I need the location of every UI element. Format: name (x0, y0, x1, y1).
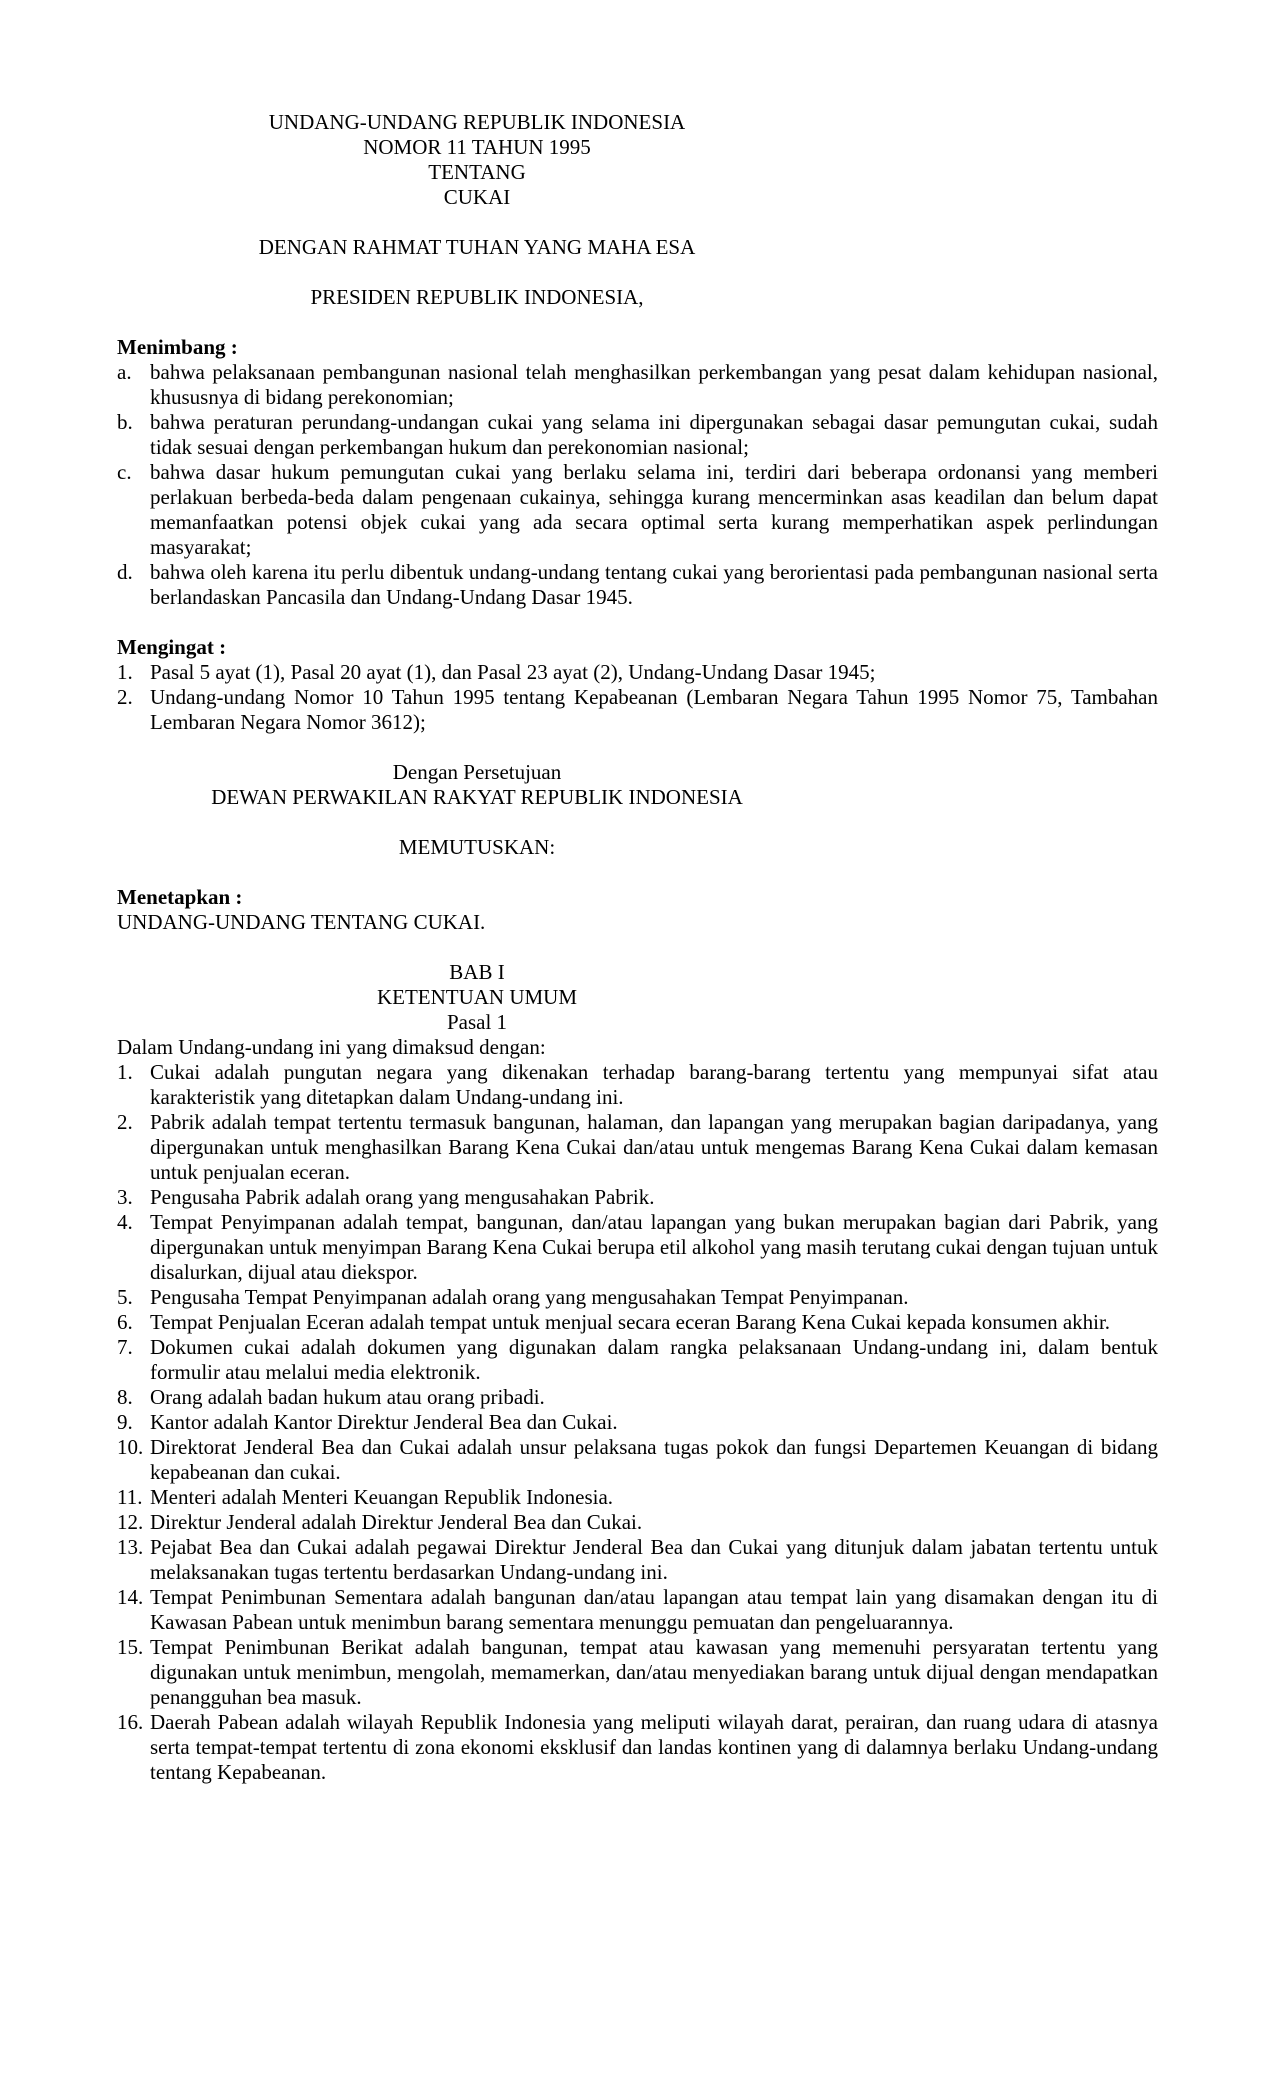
definition-item-11 (117, 1485, 1158, 1510)
definition-item-10 (117, 1435, 1158, 1485)
item-marker: c. (117, 460, 132, 484)
doc-title-line-3: TENTANG (428, 160, 526, 184)
definition-item-8 (117, 1385, 1158, 1410)
item-text: Tempat Penimbunan Berikat adalah bangunan, tempat atau kawasan yang memenuhi persyaratan tertentu yang digunakan untuk menimbun, mengolah, memamerkan, dan/atau menyediakan barang untuk dijual dengan mendapatkan penangguhan bea masuk. (150, 1635, 1158, 1709)
definition-item-16 (117, 1710, 1158, 1785)
pasal-heading: Pasal 1 (446, 1010, 508, 1034)
invocation-line: DENGAN RAHMAT TUHAN YANG MAHA ESA (258, 235, 696, 259)
item-marker: 6. (117, 1310, 133, 1334)
definition-item-13 (117, 1535, 1158, 1585)
item-text: Pejabat Bea dan Cukai adalah pegawai Direktur Jenderal Bea dan Cukai yang ditunjuk dalam jabatan tertentu untuk melaksanakan tugas tertentu berdasarkan Undang-undang ini. (150, 1535, 1158, 1584)
item-marker: 16. (117, 1710, 144, 1734)
item-marker: 4. (117, 1210, 133, 1234)
item-text: Tempat Penimbunan Sementara adalah bangunan dan/atau lapangan atau tempat lain yang disamakan dengan itu di Kawasan Pabean untuk menimbun barang sementara menunggu pemuatan dan pengeluarannya. (150, 1585, 1158, 1634)
item-marker: 5. (117, 1285, 133, 1309)
item-text: Kantor adalah Kantor Direktur Jenderal Bea dan Cukai. (150, 1410, 618, 1434)
menimbang-item-b (117, 410, 1158, 460)
definition-item-9 (117, 1410, 1158, 1435)
doc-title-line-4: CUKAI (443, 185, 511, 209)
bab-heading: BAB I (449, 960, 505, 984)
spacer (117, 860, 1158, 885)
spacer (117, 935, 1158, 960)
item-marker: 10. (117, 1435, 144, 1459)
item-text: bahwa oleh karena itu perlu dibentuk undang-undang tentang cukai yang berorientasi pada pembangunan nasional serta berlandaskan Pancasila dan Undang-Undang Dasar 1945. (150, 560, 1158, 609)
mengingat-item-2 (117, 685, 1158, 735)
item-marker: 2. (117, 1110, 133, 1134)
definition-item-4 (117, 1210, 1158, 1285)
item-marker: 9. (117, 1410, 133, 1434)
spacer (117, 610, 1158, 635)
item-text: Pasal 5 ayat (1), Pasal 20 ayat (1), dan Pasal 23 ayat (2), Undang-Undang Dasar 1945; (150, 660, 876, 684)
item-marker: 2. (117, 685, 133, 709)
item-text: bahwa peraturan perundang-undangan cukai yang selama ini dipergunakan sebagai dasar pemungutan cukai, sudah tidak sesuai dengan perkembangan hukum dan perekonomian nasional; (150, 410, 1158, 459)
definition-item-1 (117, 1060, 1158, 1110)
spacer (117, 310, 1158, 335)
item-text: Direktur Jenderal adalah Direktur Jenderal Bea dan Cukai. (150, 1510, 643, 1534)
item-marker: 1. (117, 1060, 133, 1084)
item-marker: 3. (117, 1185, 133, 1209)
definition-item-5 (117, 1285, 1158, 1310)
item-marker: 1. (117, 660, 133, 684)
item-marker: 13. (117, 1535, 144, 1559)
item-text: Daerah Pabean adalah wilayah Republik Indonesia yang meliputi wilayah darat, perairan, dan ruang udara di atasnya serta tempat-tempat tertentu di zona ekonomi eksklusif dan landas kontinen yang di dalamnya berlaku Undang-undang tentang Kepabeanan. (150, 1710, 1158, 1784)
agreement-line-2: DEWAN PERWAKILAN RAKYAT REPUBLIK INDONESIA (211, 785, 743, 809)
spacer (117, 260, 1158, 285)
item-text: Orang adalah badan hukum atau orang pribadi. (150, 1385, 545, 1409)
item-text: Dokumen cukai adalah dokumen yang digunakan dalam rangka pelaksanaan Undang-undang ini, dalam bentuk formulir atau melalui media elektronik. (150, 1335, 1158, 1384)
menimbang-item-a (117, 360, 1158, 410)
item-marker: 11. (117, 1485, 143, 1509)
spacer (117, 810, 1158, 835)
item-text: Pengusaha Tempat Penyimpanan adalah orang yang mengusahakan Tempat Penyimpanan. (150, 1285, 909, 1309)
menetapkan-label: Menetapkan : (117, 885, 243, 909)
item-text: bahwa dasar hukum pemungutan cukai yang berlaku selama ini, terdiri dari beberapa ordonansi yang memberi perlakuan berbeda-beda dalam pengenaan cukainya, sehingga kurang mencerminkan asas keadilan dan belum dapat memanfaatkan potensi objek cukai yang ada secara optimal serta kurang memperhatikan aspek perlindungan masyarakat; (150, 460, 1158, 559)
item-text: Menteri adalah Menteri Keuangan Republik Indonesia. (150, 1485, 614, 1509)
menetapkan-text: UNDANG-UNDANG TENTANG CUKAI. (117, 910, 486, 934)
pasal1-intro: Dalam Undang-undang ini yang dimaksud dengan: (117, 1035, 546, 1059)
menimbang-item-d (117, 560, 1158, 610)
definition-item-2 (117, 1110, 1158, 1185)
item-marker: d. (117, 560, 133, 584)
item-marker: 12. (117, 1510, 144, 1534)
item-text: Undang-undang Nomor 10 Tahun 1995 tentang Kepabeanan (Lembaran Negara Tahun 1995 Nomor 75, Tambahan Lembaran Negara Nomor 3612); (150, 685, 1158, 734)
definition-item-12 (117, 1510, 1158, 1535)
agreement-line-1: Dengan Persetujuan (392, 760, 562, 784)
item-marker: 8. (117, 1385, 133, 1409)
bab-subheading: KETENTUAN UMUM (376, 985, 578, 1009)
item-marker: 15. (117, 1635, 144, 1659)
doc-title-line-1: UNDANG-UNDANG REPUBLIK INDONESIA (268, 110, 686, 134)
item-text: Pengusaha Pabrik adalah orang yang mengusahakan Pabrik. (150, 1185, 655, 1209)
issuer-line: PRESIDEN REPUBLIK INDONESIA, (310, 285, 644, 309)
mengingat-label: Mengingat : (117, 635, 227, 659)
definition-item-7 (117, 1335, 1158, 1385)
item-marker: 14. (117, 1585, 144, 1609)
item-text: Tempat Penjualan Eceran adalah tempat untuk menjual secara eceran Barang Kena Cukai kepada konsumen akhir. (150, 1310, 1111, 1334)
item-marker: 7. (117, 1335, 133, 1359)
menimbang-label: Menimbang : (117, 335, 238, 359)
item-text: Tempat Penyimpanan adalah tempat, bangunan, dan/atau lapangan yang bukan merupakan bagian dari Pabrik, yang dipergunakan untuk menyimpan Barang Kena Cukai berupa etil alkohol yang masih terutang cukai dengan tujuan untuk disalurkan, dijual atau diekspor. (150, 1210, 1158, 1284)
item-marker: b. (117, 410, 133, 434)
definition-item-14 (117, 1585, 1158, 1635)
item-text: Direktorat Jenderal Bea dan Cukai adalah unsur pelaksana tugas pokok dan fungsi Departemen Keuangan di bidang kepabeanan dan cukai. (150, 1435, 1158, 1484)
item-text: Pabrik adalah tempat tertentu termasuk bangunan, halaman, dan lapangan yang merupakan bagian daripadanya, yang dipergunakan untuk menghasilkan Barang Kena Cukai dan/atau untuk mengemas Barang Kena Cukai dalam kemasan untuk penjualan eceran. (150, 1110, 1158, 1184)
item-text: Cukai adalah pungutan negara yang dikenakan terhadap barang-barang tertentu yang mempunyai sifat atau karakteristik yang ditetapkan dalam Undang-undang ini. (150, 1060, 1158, 1109)
definition-item-6 (117, 1310, 1158, 1335)
menimbang-item-c (117, 460, 1158, 560)
doc-title-line-2: NOMOR 11 TAHUN 1995 (363, 135, 591, 159)
decision-line: MEMUTUSKAN: (398, 835, 556, 859)
item-text: bahwa pelaksanaan pembangunan nasional telah menghasilkan perkembangan yang pesat dalam kehidupan nasional, khususnya di bidang perekonomian; (150, 360, 1158, 409)
item-marker: a. (117, 360, 132, 384)
mengingat-item-1 (117, 660, 1158, 685)
spacer (117, 210, 1158, 235)
definition-item-3 (117, 1185, 1158, 1210)
spacer (117, 735, 1158, 760)
definition-item-15 (117, 1635, 1158, 1710)
